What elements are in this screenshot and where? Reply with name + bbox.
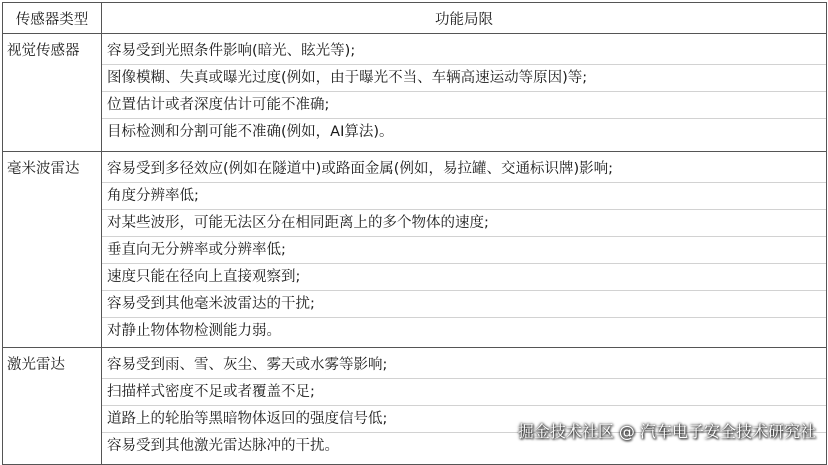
sensor-type-cell: 视觉传感器 <box>3 34 102 152</box>
limits-cell <box>102 34 827 152</box>
limits-cell <box>102 152 827 348</box>
table-row-mmwave-radar <box>3 152 827 348</box>
limit-item: 道路上的轮胎等黑暗物体返回的强度信号低; <box>102 405 826 432</box>
limit-item: 容易受到其他激光雷达脉冲的干扰。 <box>102 432 826 459</box>
limit-item: 图像模糊、失真或曝光过度(例如，由于曝光不当、车辆高速运动等原因)等; <box>102 64 826 91</box>
limit-item: 垂直向无分辨率或分辨率低; <box>102 236 826 263</box>
limit-item: 容易受到雨、雪、灰尘、雾天或水雾等影响; <box>107 357 388 373</box>
table-row-vision-sensor <box>3 34 827 152</box>
limit-item: 容易受到光照条件影响(暗光、眩光等); <box>107 43 356 59</box>
limit-item: 对某些波形，可能无法区分在相同距离上的多个物体的速度; <box>102 209 826 236</box>
limit-item: 角度分辨率低; <box>102 182 826 209</box>
header-sensor-type: 传感器类型 <box>3 3 102 34</box>
limit-item: 对静止物体物检测能力弱。 <box>102 317 826 344</box>
header-functional-limits: 功能局限 <box>102 3 827 34</box>
table-row-lidar <box>3 348 827 465</box>
limit-item: 速度只能在径向上直接观察到; <box>102 263 826 290</box>
limit-item: 容易受到其他毫米波雷达的干扰; <box>102 290 826 317</box>
limit-item: 位置估计或者深度估计可能不准确; <box>102 91 826 118</box>
table-header-row <box>3 3 827 34</box>
limits-cell <box>102 348 827 465</box>
limit-item: 扫描样式密度不足或者覆盖不足; <box>102 378 826 405</box>
sensor-type-cell: 激光雷达 <box>3 348 102 465</box>
limit-item: 容易受到多径效应(例如在隧道中)或路面金属(例如，易拉罐、交通标识牌)影响; <box>107 161 614 177</box>
limit-item: 目标检测和分割可能不准确(例如，AI算法)。 <box>102 118 826 145</box>
watermark: 掘金技术社区 @ 汽车电子安全技术研究社 <box>517 422 816 441</box>
sensor-type-cell: 毫米波雷达 <box>3 152 102 348</box>
sensor-limitations-table <box>2 2 827 465</box>
